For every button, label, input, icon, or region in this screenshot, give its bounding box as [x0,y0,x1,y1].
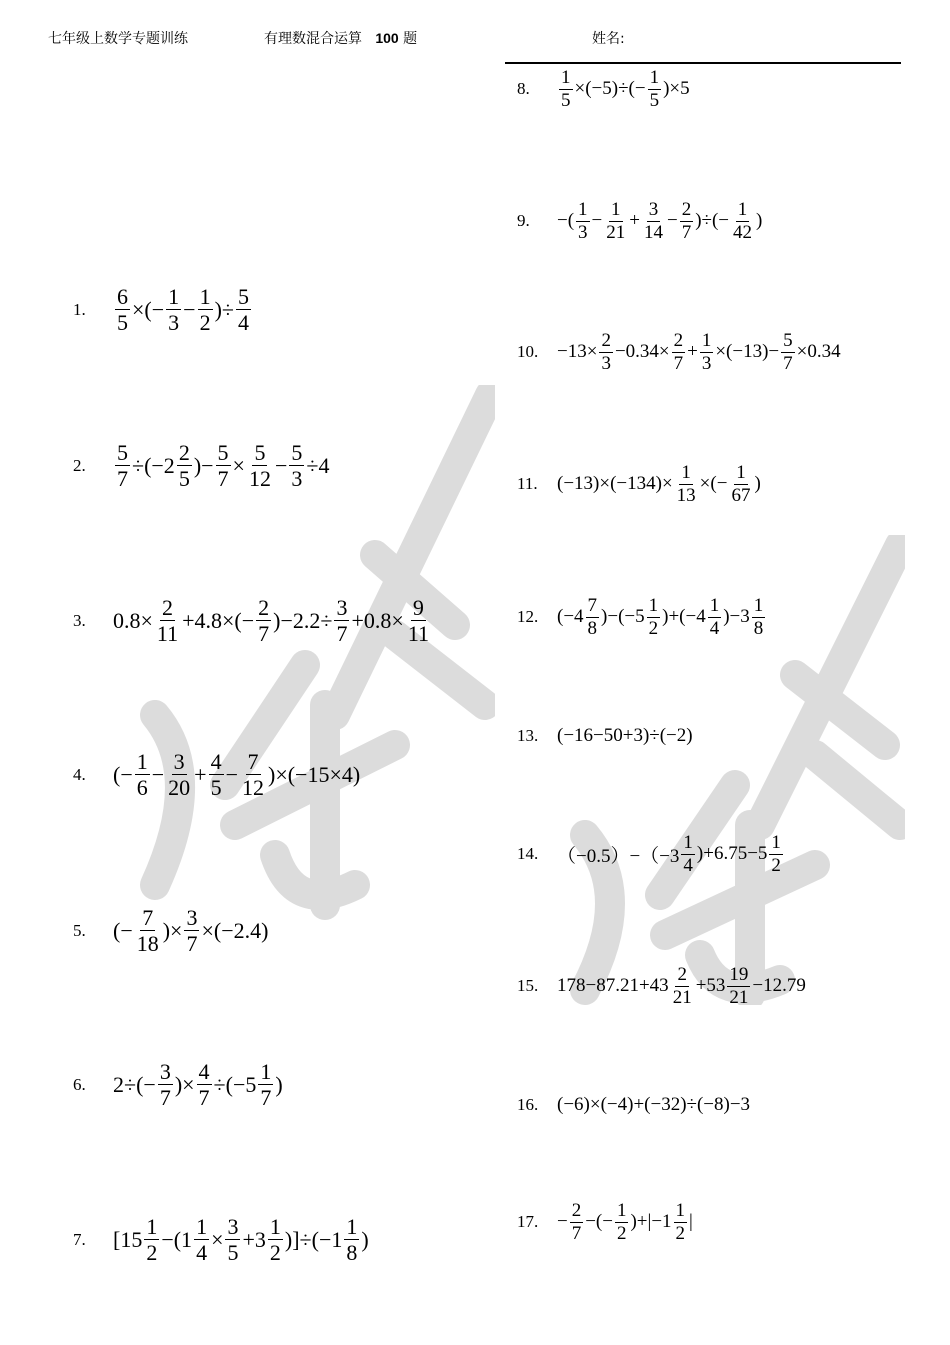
expr-text: − [225,761,238,787]
numerator: 1 [681,462,691,483]
fraction [681,833,695,876]
expr-text: 0.8× [113,607,153,633]
denominator: 2 [199,310,211,336]
expr-text: )+(−4 [662,606,706,628]
denominator: 8 [346,1240,358,1266]
expr-text: )÷(− [695,210,730,232]
problem-5 [73,906,268,955]
expr-text: )÷ [214,296,234,322]
fraction [216,441,231,490]
problem-expression [557,1094,750,1116]
fraction [604,200,627,243]
denominator: 2 [771,854,781,876]
fraction [256,596,271,645]
expr-text: −0.34× [614,341,670,363]
expr-text: +53 [695,975,726,997]
expr-text: −12.79 [752,975,806,997]
problem-expression [557,68,690,111]
expr-text: ×(−2.4) [201,917,269,943]
denominator: 4 [196,1240,208,1266]
numerator: 1 [199,284,211,309]
fraction [615,1201,629,1244]
fraction [576,200,590,243]
expr-text: × [211,1226,224,1252]
expr-text: − [183,296,196,322]
numerator: 2 [571,1200,582,1221]
problem-number: 10. [517,342,539,362]
denominator: 21 [672,986,692,1008]
numerator: 7 [142,905,154,930]
fraction [144,1215,159,1264]
fraction [671,965,694,1008]
expr-text: ×(−5)÷(− [574,78,646,100]
numerator: 1 [753,595,764,616]
expr-text: ) [275,1071,283,1097]
denominator: 7 [217,466,229,492]
problem-expression [557,200,762,243]
problem-number: 6. [73,1074,86,1094]
numerator: 1 [346,1214,358,1239]
problem-number: 11. [517,474,538,494]
denominator: 14 [643,221,663,243]
expr-text: [15 [113,1226,143,1252]
expr-text: +0.8× [351,607,404,633]
denominator: 4 [709,617,720,639]
expr-text: +4.8×(− [182,607,255,633]
expr-text: )−(−5 [601,606,645,628]
denominator: 11 [407,621,429,647]
problem-16 [517,1094,750,1116]
fraction [236,285,251,334]
fraction [570,1201,584,1244]
numerator: 1 [616,1200,627,1221]
expr-text: − [591,210,603,232]
problem-3 [73,596,433,645]
denominator: 6 [136,775,148,801]
denominator: 13 [676,484,696,506]
expr-text: ) [754,473,761,495]
denominator: 3 [168,310,180,336]
denominator: 5 [227,1240,239,1266]
fraction [258,1060,273,1109]
expr-text: )+6.75−5 [696,843,768,865]
fraction [225,1215,240,1264]
denominator: 7 [260,1085,272,1111]
fraction [166,750,192,799]
numerator: 1 [561,67,571,88]
expr-text: )×(−15×4) [268,761,361,787]
problem-number: 4. [73,764,86,784]
numerator: 6 [117,284,128,309]
fraction [729,463,752,506]
expr-text: − [151,761,165,787]
fraction [289,441,304,490]
expr-text: − [274,452,288,478]
denominator: 8 [753,617,764,639]
expr-text: (− [113,761,133,787]
expr-text: + [629,210,640,232]
denominator: 42 [733,221,753,243]
numerator: 1 [578,199,588,220]
expr-text: ÷(−5 [213,1071,257,1097]
problem-10 [517,331,841,374]
problem-4 [73,750,360,799]
expr-text: )+|−1 [630,1211,672,1233]
problem-1 [73,285,253,334]
fraction [672,331,686,374]
fraction [209,750,224,799]
numerator: 1 [269,1214,281,1239]
expr-text: −(1 [161,1226,193,1252]
denominator: 7 [571,1222,582,1244]
fraction [708,596,722,639]
fraction [648,68,662,111]
fraction [198,285,213,334]
numerator: 4 [210,749,222,774]
denominator: 7 [673,352,684,374]
numerator: 1 [648,595,659,616]
numerator: 5 [291,440,303,465]
numerator: 1 [709,595,720,616]
numerator: 9 [412,595,424,620]
problem-expression [113,596,433,645]
fraction [781,331,795,374]
expr-text: (−13)×(−134)× [557,473,673,495]
problem-number: 15. [517,976,539,996]
problem-number: 14. [517,844,539,864]
expr-text: ×(−13)− [715,341,780,363]
denominator: 12 [242,775,264,801]
header-rule [505,62,901,64]
expr-text: )−2.2÷ [273,607,333,633]
problem-number: 12. [517,607,539,627]
denominator: 7 [198,1085,210,1111]
denominator: 2 [269,1240,281,1266]
fraction [194,1215,209,1264]
numerator: 3 [227,1214,239,1239]
denominator: 4 [683,854,693,876]
numerator: 2 [677,964,687,985]
problem-expression [557,725,693,747]
numerator: 1 [146,1214,158,1239]
denominator: 5 [178,466,190,492]
numerator: 1 [196,1214,208,1239]
problem-expression [557,965,806,1008]
denominator: 4 [237,310,249,336]
denominator: 18 [136,931,159,957]
expr-text: ) [756,210,763,232]
problem-13 [517,725,693,747]
problem-expression [113,750,360,799]
header-topic-line [264,28,417,48]
numerator: 5 [217,440,229,465]
fraction [166,285,181,334]
expr-text: | [689,1211,693,1233]
expr-text: × [232,452,245,478]
expr-text: )×5 [663,78,690,100]
expr-text: )− [193,452,214,478]
numerator: 1 [675,1200,686,1221]
problem-expression [113,441,329,490]
numerator: 1 [737,199,748,220]
denominator: 3 [701,352,712,374]
expr-text: 2÷(− [113,1071,156,1097]
fraction [559,68,573,111]
problem-number: 7. [73,1229,86,1249]
denominator: 7 [783,352,793,374]
expr-text: 178−87.21+43 [557,975,669,997]
expr-text: )× [174,1071,195,1097]
problem-expression [557,331,841,374]
fraction [642,200,665,243]
denominator: 7 [186,931,198,957]
numerator: 1 [649,67,660,88]
numerator: 1 [736,462,746,483]
numerator: 3 [173,749,185,774]
fraction [680,200,694,243]
fraction [135,906,161,955]
denominator: 2 [675,1222,686,1244]
problem-2 [73,441,329,490]
fraction [177,441,192,490]
problem-number: 5. [73,920,86,940]
numerator: 1 [771,832,781,853]
expr-text: (−16−50+3)÷(−2) [557,725,693,746]
fraction [184,906,199,955]
fraction [115,285,130,334]
name-label: 姓名: [592,31,625,47]
numerator: 4 [198,1059,210,1084]
numerator: 19 [729,964,749,985]
denominator: 21 [606,221,626,243]
denominator: 3 [291,466,303,492]
expr-text: + [194,761,207,787]
problem-8 [517,68,690,111]
expr-text: −( [557,210,575,232]
problem-number: 2. [73,455,86,475]
problem-number: 13. [517,726,539,745]
problem-14 [517,833,785,876]
fraction [675,463,698,506]
problem-expression [557,833,785,876]
fraction [155,596,180,645]
problem-expression [113,906,268,955]
denominator: 7 [159,1085,171,1111]
numerator: 5 [254,440,266,465]
problem-number: 8. [517,79,530,99]
expr-text: − [666,210,678,232]
problem-number: 17. [517,1212,539,1232]
problem-expression [557,596,767,639]
problem-expression [113,1060,283,1109]
numerator: 7 [587,595,598,616]
denominator: 5 [210,775,222,801]
numerator: 2 [162,595,174,620]
denominator: 2 [616,1222,627,1244]
denominator: 20 [168,775,191,801]
fraction [334,596,349,645]
fraction [647,596,661,639]
fraction [240,750,266,799]
problem-expression [557,1201,693,1244]
fraction [197,1060,212,1109]
numerator: 5 [117,440,128,465]
fraction [115,441,130,490]
denominator: 21 [729,986,749,1008]
problem-expression [557,463,761,506]
header-topic: 有理数混合运算 [264,31,362,47]
numerator: 5 [783,330,793,351]
expr-text: ×(− [699,473,728,495]
header-count: 100 [375,30,399,46]
fraction [731,200,754,243]
numerator: 2 [601,330,611,351]
fraction [727,965,750,1008]
fraction [674,1201,688,1244]
expr-text: (−4 [557,606,584,628]
problem-17 [517,1201,693,1244]
problem-9 [517,200,762,243]
denominator: 67 [731,484,751,506]
fraction [268,1215,283,1264]
problem-12 [517,596,767,639]
expr-text: （−0.5）−（−3 [557,845,680,867]
expr-text: ) [361,1226,369,1252]
denominator: 2 [648,617,659,639]
numerator: 2 [178,440,190,465]
fraction [700,331,714,374]
expr-text: +3 [242,1226,266,1252]
numerator: 3 [159,1059,171,1084]
fraction [247,441,273,490]
problem-expression [113,285,253,334]
denominator: 8 [587,617,598,639]
problem-11 [517,463,761,506]
fraction [752,596,766,639]
problem-15 [517,965,806,1008]
numerator: 3 [186,905,198,930]
denominator: 3 [578,221,588,243]
numerator: 1 [168,284,180,309]
expr-text: (−6)×(−4)+(−32)÷(−8)−3 [557,1094,751,1115]
problem-number: 1. [73,299,86,319]
numerator: 5 [237,284,249,309]
numerator: 3 [648,199,659,220]
expr-text: )−3 [723,606,750,628]
denominator: 5 [117,310,128,336]
expr-text: )× [162,917,183,943]
fraction [769,833,783,876]
expr-text: ×(− [132,296,165,322]
numerator: 3 [336,595,348,620]
denominator: 7 [336,621,348,647]
denominator: 7 [117,466,128,492]
expr-text: −(− [585,1211,613,1233]
numerator: 1 [611,199,621,220]
problem-6 [73,1060,283,1109]
numerator: 2 [673,330,684,351]
numerator: 2 [681,199,692,220]
denominator: 7 [258,621,270,647]
fraction [406,596,431,645]
fraction [599,331,613,374]
problem-number: 9. [517,211,530,231]
fraction [344,1215,359,1264]
expr-text: ×0.34 [796,341,841,363]
denominator: 5 [649,89,660,111]
problem-7 [73,1215,369,1264]
expr-text: + [687,341,698,363]
denominator: 3 [601,352,611,374]
numerator: 2 [258,595,270,620]
numerator: 1 [701,330,712,351]
expr-text: (− [113,917,133,943]
denominator: 5 [561,89,571,111]
denominator: 2 [146,1240,158,1266]
expr-text: ÷4 [306,452,330,478]
numerator: 1 [683,832,693,853]
fraction [158,1060,173,1109]
numerator: 7 [247,749,259,774]
header-course: 七年级上数学专题训练 [48,31,188,47]
denominator: 12 [248,466,271,492]
expr-text: ÷(−2 [132,452,175,478]
expr-text: )]÷(−1 [284,1226,343,1252]
fraction [135,750,150,799]
fraction [586,596,600,639]
denominator: 7 [681,221,692,243]
denominator: 11 [156,621,179,647]
problem-expression [113,1215,369,1264]
problem-number: 16. [517,1095,539,1114]
problem-number: 3. [73,610,86,630]
header-count-suffix: 题 [403,31,418,47]
numerator: 1 [136,749,148,774]
expr-text: −13× [557,341,598,363]
expr-text: − [557,1211,568,1233]
numerator: 1 [260,1059,272,1084]
